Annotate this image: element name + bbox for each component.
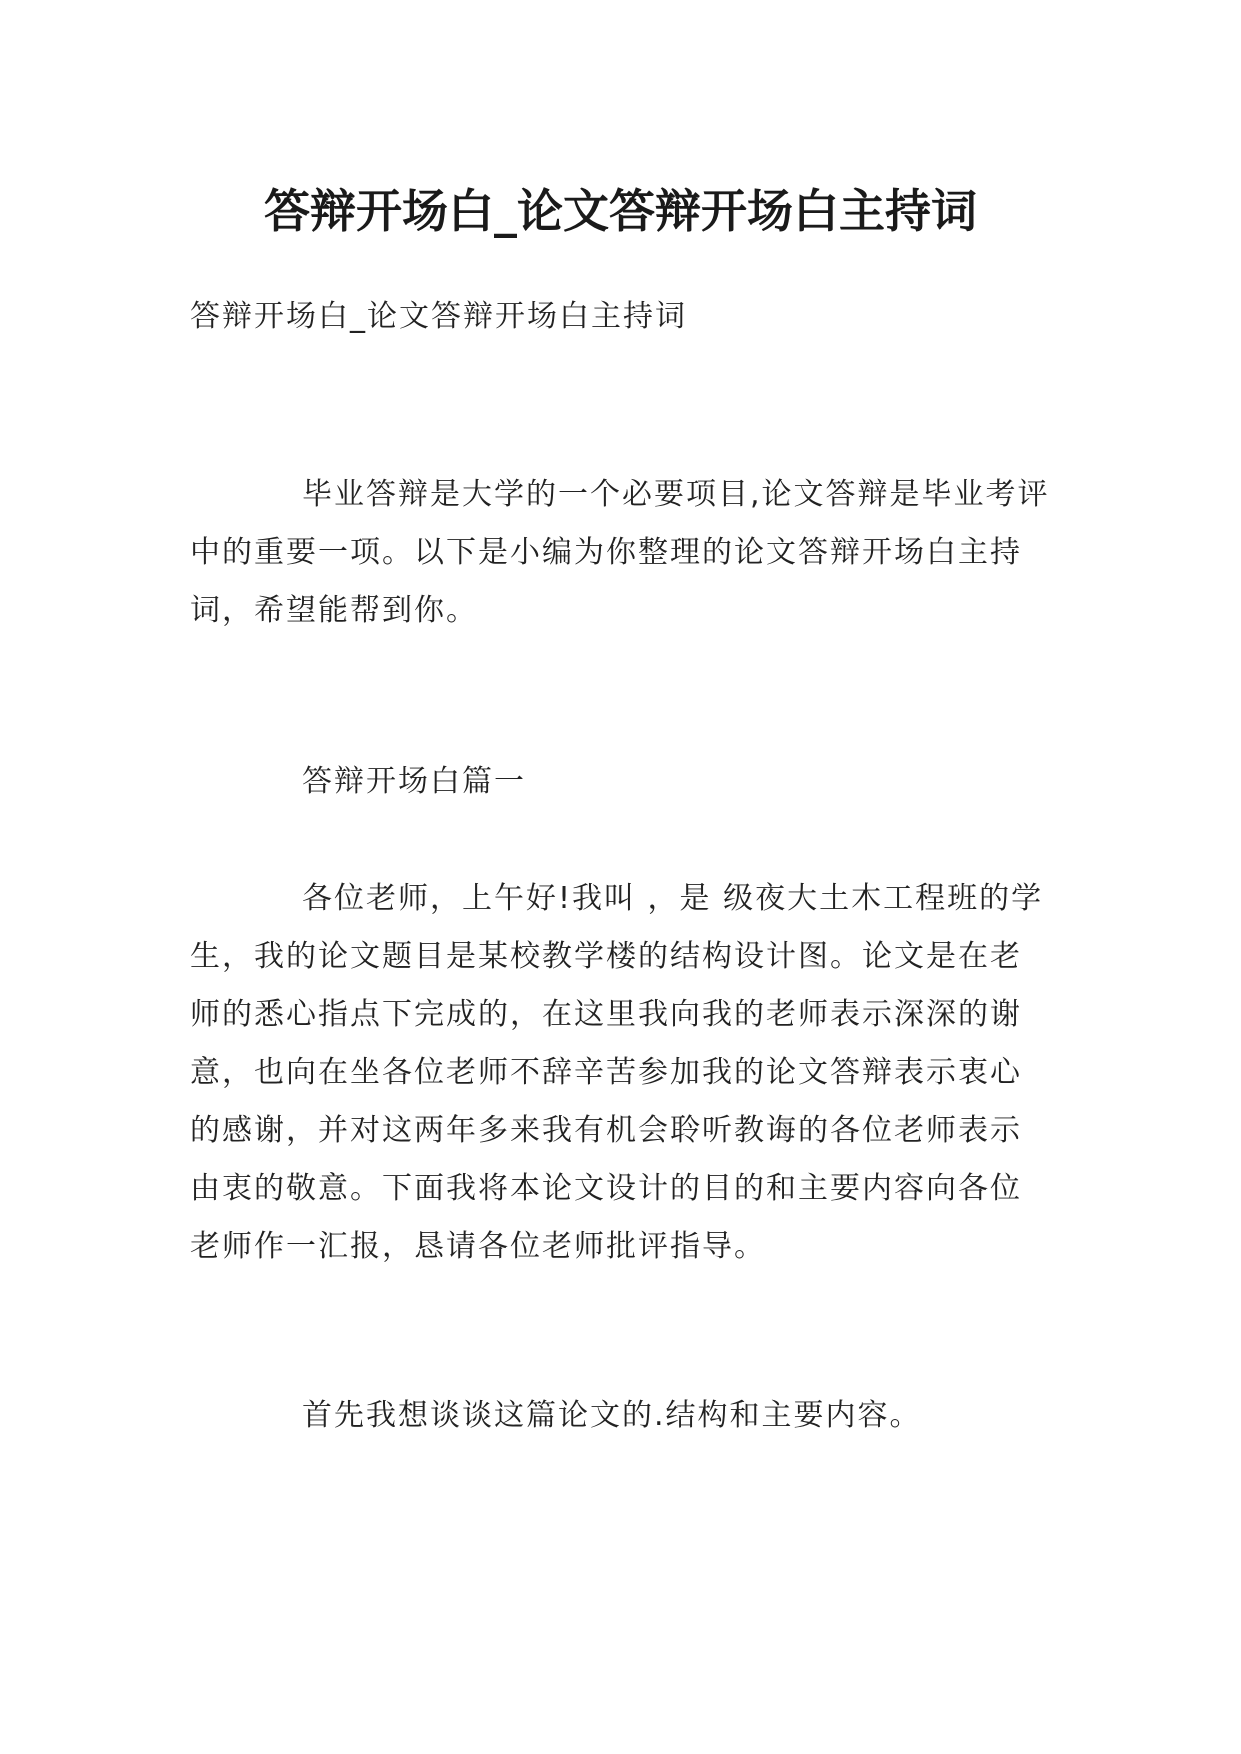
document-subtitle: 答辩开场白_论文答辩开场白主持词 xyxy=(190,299,687,334)
page-title: 答辩开场白_论文答辩开场白主持词 xyxy=(264,183,977,238)
opening-paragraph: 各位老师，上午好!我叫 ，是 级夜大土木工程班的学生，我的论文题目是某校教学楼的结构设计图。论文是在老师的悉心指点下完成的，在这里我向我的老师表示深深的谢意，也向在坐各位老师不辞辛苦参加我的论文答辩表示衷心的感谢，并对这两年多来我有机会聆听教诲的各位老师表示由衷的敬意。下面我将本论文设计的目的和主要内容向各位老师作一汇报，恳请各位老师批评指导。 xyxy=(190,881,1044,1264)
intro-paragraph: 毕业答辩是大学的一个必要项目,论文答辩是毕业考评中的重要一项。以下是小编为你整理的论文答辩开场白主持词，希望能帮到你。 xyxy=(190,477,1050,628)
section-heading: 答辩开场白篇一 xyxy=(302,764,526,799)
structure-paragraph: 首先我想谈谈这篇论文的.结构和主要内容。 xyxy=(302,1398,922,1433)
